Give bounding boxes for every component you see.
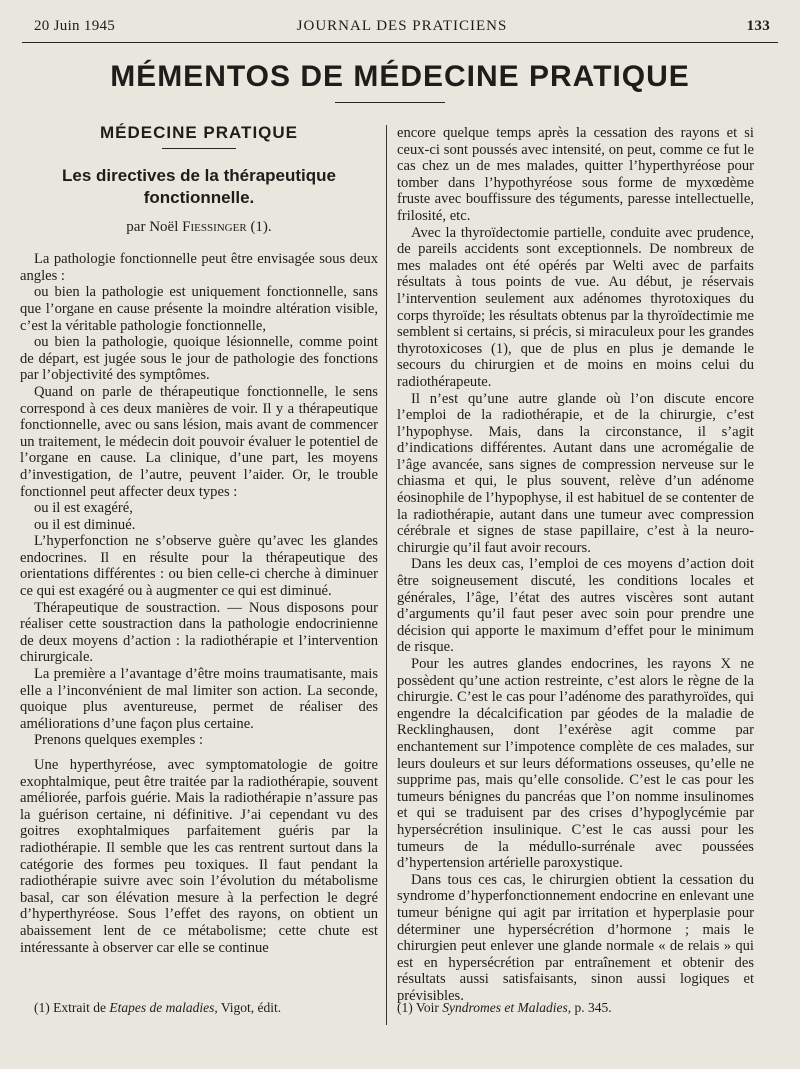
section-rule bbox=[162, 148, 236, 149]
header-rule bbox=[22, 42, 778, 43]
paragraph: Dans les deux cas, l’emploi de ces moyens d’action doit être soigneusement discuté, les conditions locales et générales, l’âge, l’état des autres viscères sont autant d’arguments qu’il faut peser avec soin pour prendre une décision qui apporte le maximum d’effet pour le minimum de risque. bbox=[397, 556, 754, 656]
paragraph: Pour les autres glandes endocrines, les rayons X ne possèdent qu’une action restreinte, c’est alors le règne de la chirurgie. C’est le cas pour l’adénome des parathyroïdes, qui engendre la décalcification par géodes de la maladie de Recklinghausen, dont l’exérèse agit comme par enchantement sur l’impotence complète de ces malades, sur leurs douleurs et sur leurs déformations osseuses, qu’elle ne supprime pas, mais qu’elle consolide. C’est le cas pour les tumeurs bénignes du pancréas que l’on nomme insulinomes et qui se traduisent par des crises d’hypoglycémie par hypersécrétion insulinique. C’est le cas aussi pour les tumeurs de la médullo-surrénale avec poussées d’hypertension artérielle paroxystique. bbox=[397, 656, 754, 872]
right-column bbox=[397, 125, 754, 1004]
paragraph: ou il est diminué. bbox=[34, 516, 136, 533]
byline-suffix: (1). bbox=[246, 218, 272, 235]
paragraph: Prenons quelques exemples : bbox=[34, 732, 204, 749]
article-title: Les directives de la thérapeutique fonctionnelle. bbox=[62, 165, 336, 207]
paragraph: La première a l’avantage d’être moins traumatisante, mais elle a l’inconvénient de mal limiter son action. La seconde, quoique plus aventureuse, permet de réaliser des améliorations d’une façon plus certaine. bbox=[20, 666, 378, 732]
journal-name: JOURNAL DES PRATICIENS bbox=[296, 18, 508, 34]
main-title: MÉMENTOS DE MÉDECINE PRATIQUE bbox=[110, 60, 690, 93]
footnote-marker: (1) bbox=[397, 1000, 413, 1015]
footnote-right bbox=[397, 1000, 754, 1016]
column-divider bbox=[386, 125, 387, 1025]
page-number: 133 bbox=[746, 18, 770, 34]
running-head bbox=[34, 18, 770, 40]
footnote-title: Syndromes et Maladies bbox=[442, 1000, 568, 1015]
footnote-text: Voir bbox=[412, 1000, 443, 1015]
footnote-left bbox=[34, 1000, 374, 1016]
paragraph: encore quelque temps après la cessation des rayons et si ceux-ci sont poussés avec intensité, on peut, comme ce fut le cas chez un de mes malades, quitter l’hyperthyréose pour tomber dans l’hypothyréose sous forme de myxœdème fruste avec bouffissure des téguments, paresse intellectuelle, frilosité, etc. bbox=[397, 125, 754, 224]
paragraph: Avec la thyroïdectomie partielle, conduite avec prudence, de pareils accidents sont exceptionnels. De nombreux de mes malades ont été opérés par Welti avec de parfaits résultats à tous points de vue. Au début, je réservais l’intervention seulement aux adénomes thyrotoxiques du corps thyroïde; les résultats obtenus par la thyroïdectimie me semblent si certains, si précis, si miraculeux pour les grandes thyrotoxicoses (1), que de plus en plus je demande le secours du chirurgien et de moins en moins celui du radiothérapeute. bbox=[397, 224, 754, 390]
byline-prefix: par Noël bbox=[126, 218, 179, 235]
paragraph: Thérapeutique de soustraction. — Nous disposons pour réaliser cette soustraction dans la pathologie endocrinienne de deux moyens d’action : la radiothérapie et l’intervention chirurgicale. bbox=[20, 599, 378, 666]
byline bbox=[20, 219, 378, 236]
paragraph: L’hyperfonction ne s’observe guère qu’avec les glandes endocrines. Il en résulte pour la thérapeutique des orientations différentes : ou bien celle-ci cherche à diminuer ce qui est exagéré ou à augmenter ce qui est diminué. bbox=[20, 533, 378, 600]
paragraph: La pathologie fonctionnelle peut être envisagée sous deux angles : bbox=[20, 251, 378, 284]
issue-date: 20 Juin 1945 bbox=[34, 18, 116, 34]
paragraph: Quand on parle de thérapeutique fonctionnelle, le sens correspond à ces deux manières de voir. Il y a thérapeutique fonctionnelle, avec ou sans lésion, mais avant de commencer un traitement, le médecin doit pouvoir évaluer le potentiel de l’organe en cause. La clinique, d’une part, les moyens d’investigation, de l’autre, peuvent l’aider. Or, le trouble fonctionnel peut affecter deux types : bbox=[20, 383, 378, 500]
paragraph: Une hyperthyréose, avec symptomatologie de goitre exophtalmique, peut être traitée par la radiothérapie, souvent améliorée, parfois guérie. Mais la radiothérapie n’assure pas la guérison certaine, ni définitive. J’ai cependant vu des goitres exophtalmiques parfaitement guéris par la radiothérapie. Il semble que les cas rentrent surtout dans la catégorie des formes peu toxiques. Il faut pendant la radiothérapie suivre avec soin l’évolution du métabolisme basal, car son élévation mesure à la perfection le degré d’hyperthyréose. Sous l’effet des rayons, on obtient un abaissement lent de ce métabolisme; cette chute est intéressante à observer car elle se continue bbox=[20, 757, 378, 956]
paragraph: Dans tous ces cas, le chirurgien obtient la cessation du syndrome d’hyperfonctionnement endocrine en enlevant une tumeur bénigne qui agit par irritation et hyperplasie pour déterminer une hypersécrétion d’hormone ; mais le chirurgien peut enlever une glande normale « de relais » qui est en hypersécrétion par entraînement et obtenir des résultats aussi satisfaisants, sinon aussi logiques et prévisibles. bbox=[397, 871, 754, 1004]
section-heading: MÉDECINE PRATIQUE bbox=[99, 123, 299, 142]
footnote-title: Etapes de maladies bbox=[109, 1000, 215, 1015]
footnote-end: , p. 345. bbox=[567, 1000, 612, 1015]
footnote-end: , Vigot, édit. bbox=[214, 1000, 282, 1015]
footnote-text: Extrait de bbox=[49, 1000, 110, 1015]
paragraph: ou bien la pathologie, quoique lésionnelle, comme point de départ, est jugée sous le jour de pathologie des fonctions par l’objectivité des symptômes. bbox=[20, 334, 378, 384]
paragraph: ou bien la pathologie est uniquement fonctionnelle, sans que l’organe en cause présente la moindre altération visible, c’est la véritable pathologie fonctionnelle, bbox=[20, 284, 378, 334]
paragraph: ou il est exagéré, bbox=[34, 500, 133, 517]
title-rule bbox=[335, 102, 445, 103]
left-column bbox=[20, 120, 378, 956]
paragraph: Il n’est qu’une autre glande où l’on discute encore l’emploi de la radiothérapie, et de la chirurgie, c’est l’hypophyse. Mais, dans la circonstance, il s’agit d’indications différentes. Autant dans une acromégalie de l’âge avancée, sans signes de compression nerveuse sur le chiasma et qui, le plus souvent, relève d’un adénome éosinophile de l’hypophyse, il est habituel de se contenter de la radiothérapie, autant dans une tumeur avec compression cérébrale et signes de stase papillaire, c’est à la neuro-chirurgie qu’il faut avoir recours. bbox=[397, 390, 754, 556]
author-surname: Fiessinger bbox=[182, 218, 247, 235]
footnote-marker: (1) bbox=[34, 1000, 50, 1015]
